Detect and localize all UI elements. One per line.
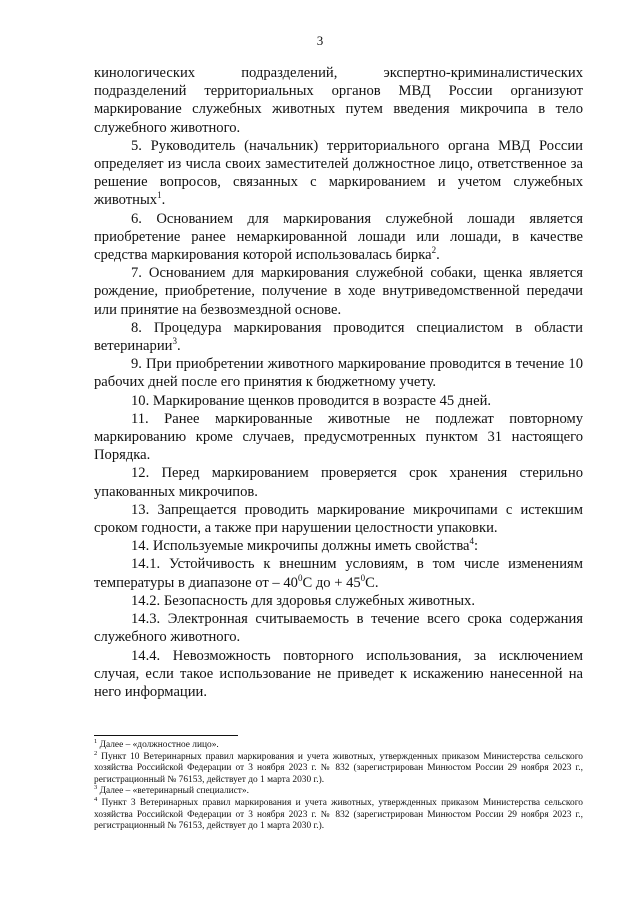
document-body [94,64,583,701]
paragraph-14-2: 14.2. Безопасность для здоровья служебных животных. [131,592,475,609]
paragraph-10: 10. Маркирование щенков проводится в возрасте 45 дней. [131,392,492,409]
footnote-ref-4: 4 [469,536,474,547]
footnote-ref-3: 3 [172,336,177,347]
footnote-3: $^3$ Далее – «ветеринарный специалист». [94,784,249,797]
paragraph-11: 11. Ранее маркированные животные не подлежат повторному маркированию кроме случаев, предусмотренных пунктом 31 настоящего Порядка. [94,410,583,464]
paragraph-14-3: 14.3. Электронная считываемость в течение всего срока содержания служебного животного. [94,611,583,646]
paragraph-continuation: кинологических подразделений, экспертно-криминалистических подразделений территориальных органов МВД России организуют маркирование служебных животных путем введения микрочипа в тело служебного животного. [94,65,583,136]
paragraph-14: 14. Используемые микрочипы должны иметь свойства$^4$: [131,536,479,555]
footnotes [94,737,583,833]
footnote-4: $^4$ Пункт 3 Ветеринарных правил маркирования и учета животных, утвержденных приказом Министерства сельского хозяйства Российской Федерации от 3 ноября 2023 г. № 832 (зарегистрирован Минюстом России 29 ноября 2023 г., регистрационный № 76153, действует до 1 марта 2030 г.). [94,795,583,832]
paragraph-13: 13. Запрещается проводить маркирование микрочипами с истекшим сроком годности, а также при нарушении целостности упаковки. [94,501,583,537]
footnote-ref-2: 2 [431,245,437,256]
degree-mark: 0 [297,572,303,583]
paragraph-12: 12. Перед маркированием проверяется срок хранения стерильно упакованных микрочипов. [94,465,583,500]
paragraph-7: 7. Основанием для маркирования служебной собаки, щенка является рождение, приобретение, получение в ходе внутриведомственной передачи или принятие на безвозмездной основе. [94,265,583,318]
paragraph-14-1: 14.1. Устойчивость к внешним условиям, в том числе изменениям температуры в диапазоне от – $40^0С$ до + $45^0С$. [94,556,583,591]
page-number: 3 [316,33,324,48]
footnote-2: $^2$ Пункт 10 Ветеринарных правил маркирования и учета животных, утвержденных приказом Министерства сельского хозяйства Российской Федерации от 3 ноября 2023 г. № 832 (зарегистрирован Минюстом России 29 ноября 2023 г., регистрационный № 76153, действует до 1 марта 2030 г.). [94,749,583,785]
footnote-divider [94,735,238,736]
footnote-ref-1: 1 [157,190,162,201]
paragraph-6: 6. Основанием для маркирования служебной лошади является приобретение ранее немаркированной лошади или лошади, в качестве средства маркирования которой использовалась бирка$^2$. [94,210,583,264]
degree-mark: 0 [360,572,366,583]
paragraph-9: 9. При приобретении животного маркирование проводится в течение 10 рабочих дней после его принятия к бюджетному учету. [94,356,583,391]
paragraph-8: 8. Процедура маркирования проводится специалистом в области ветеринарии$^3$. [94,319,583,355]
footnote-1: $^1$ Далее – «должностное лицо». [94,737,219,750]
paragraph-5: 5. Руководитель (начальник) территориального органа МВД России определяет из числа своих заместителей должностное лицо, ответственное за решение вопросов, связанных с маркированием и учетом служебных животных$^1$. [94,137,583,209]
paragraph-14-4: 14.4. Невозможность повторного использования, за исключением случая, если такое использование не приведет к искажению нанесенной на него информации. [94,647,583,700]
